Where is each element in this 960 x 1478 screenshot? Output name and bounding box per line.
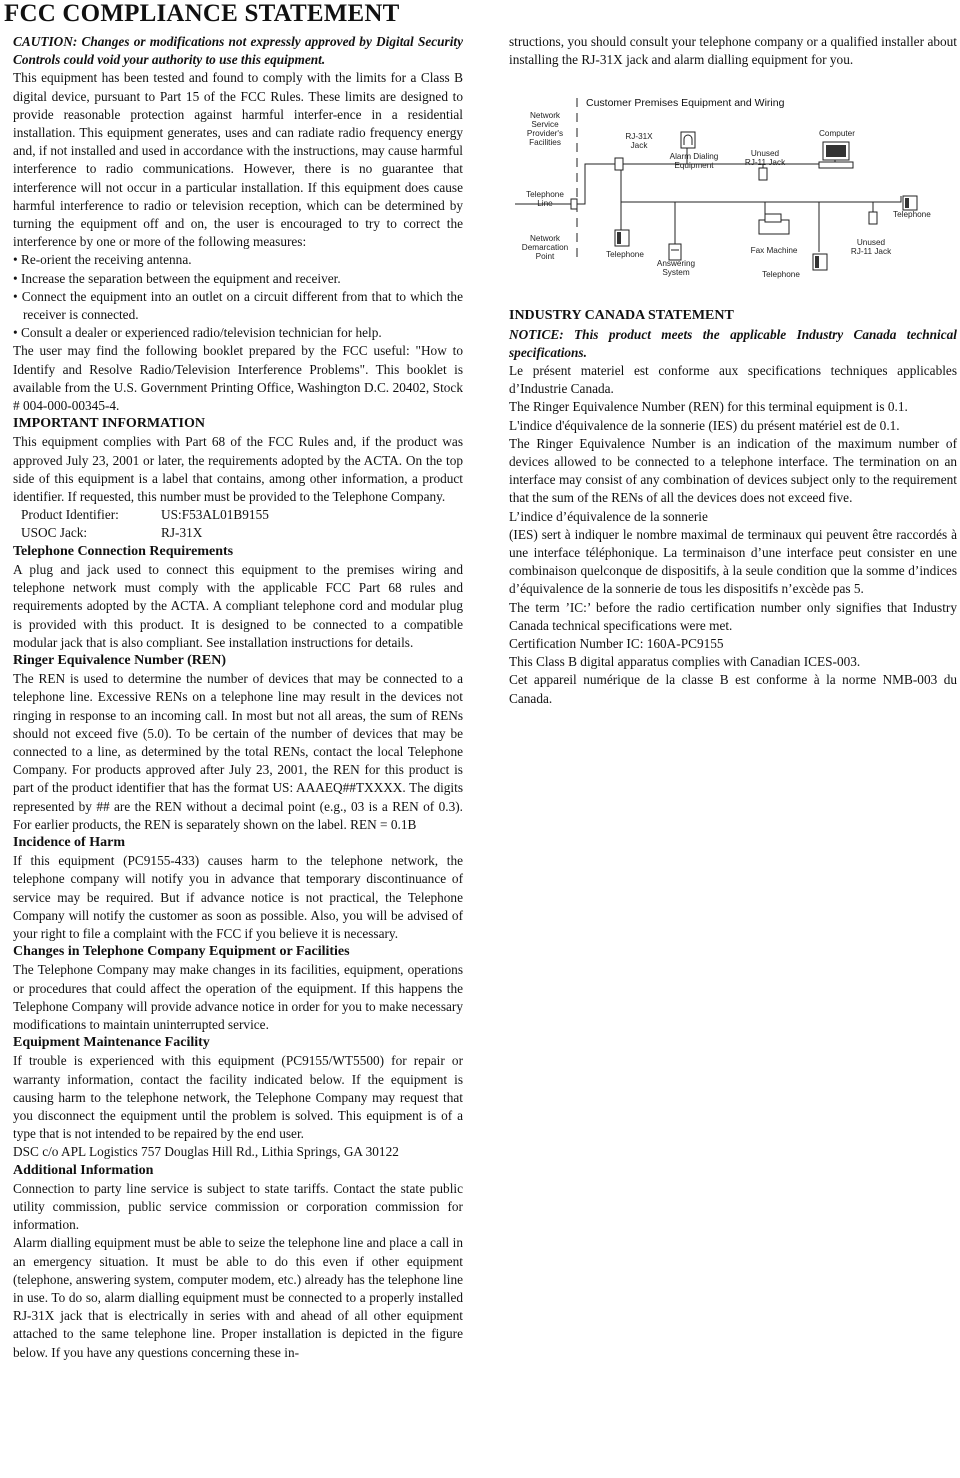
address-line: DSC c/o APL Logistics 757 Douglas Hill Rd., Lithia Springs, GA 30122 — [13, 1144, 399, 1160]
computer-screen — [826, 145, 846, 157]
notice-text: NOTICE: This product meets the applicable Industry Canada technical specifications. — [509, 326, 957, 360]
heading-industry-canada: INDUSTRY CANADA STATEMENT — [509, 308, 734, 324]
ies-explanation: (IES) sert à indiquer le nombre maximal de terminaux qui peuvent être raccordés à une interface téléphonique. La terminaison d’une interface peut consister en une combinaison quelconque de dispositifs, à la seule condition que la somme d’indices d’équivalence de la sonnerie de tous les dispositifs n’excède pas 5. — [509, 526, 957, 597]
ren-explanation: The Ringer Equivalence Number is an indication of the maximum number of devices allowed to be connected to a telephone interface. The termination on an interface may consist of any combination of devices subject only to the requirement that the sum of the RENs of all the devices does not exceed five. — [509, 435, 957, 506]
ies-title: L’indice d’équivalence de la sonnerie — [509, 508, 708, 524]
left-column — [13, 33, 463, 1362]
wire-to-fax — [675, 202, 765, 220]
answering-system-icon — [669, 244, 681, 260]
network-facilities-label-1: Network — [529, 111, 561, 120]
demarcation-box — [571, 199, 577, 209]
telephone-line-label-2: Line — [537, 199, 553, 208]
wiring-diagram-svg — [509, 92, 959, 292]
wire-to-unused-jack-2 — [819, 202, 873, 212]
answering-label-2: System — [662, 268, 690, 277]
bullet-item: • Increase the separation between the equipment and receiver. — [13, 270, 341, 286]
heading-important-information: IMPORTANT INFORMATION — [13, 416, 206, 432]
unused-jack-1-label-1: Unused — [750, 149, 780, 158]
unused-jack-1-icon — [759, 168, 767, 180]
heading-incidence-of-harm: Incidence of Harm — [13, 834, 125, 850]
heading-additional-information: Additional Information — [13, 1162, 154, 1178]
wire-to-telephone-3 — [873, 196, 901, 202]
usoc-jack-row — [13, 524, 463, 542]
wire-rj31x-telephone — [599, 164, 621, 230]
certification-number: Certification Number IC: 160A-PC9155 — [509, 636, 724, 652]
product-identifier-label: Product Identifier: — [21, 507, 119, 523]
usoc-jack-label: USOC Jack: — [21, 525, 88, 541]
unused-jack-1-label-2: RJ-11 Jack — [744, 158, 786, 167]
ren-paragraph: The REN is used to determine the number of devices that may be connected to a telephone line. Excessive RENs on a telephone line may result in the devices not ringing in response to an incoming call. In most but not all areas, the sum of RENs should not exceed five (5.0). To be certain of the number of devices that may be connected to a line, as determined by the total RENs, contact the local Telephone Company. For products approved after July 23, 2001, the REN for this product is part of the product identifier that has the format US: AAAEQ##TXXXX. The digits represented by ## are the REN without a decimal point (e.g., 03 is a REN of 0.3). For earlier products, the REN is separately shown on the label. REN = 0.1B — [13, 671, 463, 832]
party-line-paragraph: Connection to party line service is subject to state tariffs. Contact the state public utility commission, public service commission or corporation commission for information. — [13, 1180, 463, 1233]
fcc-part15-paragraph: This equipment has been tested and found to comply with the limits for a Class B digital device, pursuant to Part 15 of the FCC Rules. These limits are designed to provide reasonable protection against harmful interfer-ence in a residential installation. This equipment generates, uses and can radiate radio frequency energy and, if not installed and used in accordance with the instructions, may cause harmful interference to radio communications. However, there is no guarantee that interference will not occur in a particular installation. If this equipment does cause harmful interference to radio or television reception, which can be determined by turning the equipment off and on, the user is encouraged to try to correct the interference by one or more of the following measures: — [13, 70, 463, 250]
alarm-label-2: Equipment — [674, 161, 714, 170]
diagram-title: Customer Premises Equipment and Wiring — [586, 97, 785, 109]
telephone-label-right: Telephone — [893, 210, 931, 219]
heading-changes: Changes in Telephone Company Equipment or Facilities — [13, 944, 350, 960]
bullet-item: • Consult a dealer or experienced radio/television technician for help. — [13, 325, 382, 341]
network-facilities-label-3: Provider's — [526, 129, 564, 138]
connection-paragraph: A plug and jack used to connect this equipment to the premises wiring and telephone network must comply with the applicable FCC Part 68 rules and requirements adopted by the ACTA. A compliant telephone cord and modular plug is provided with this product. It is designed to be connected to a compatible modular jack that is also compliant. See installation instructions for details. — [13, 561, 463, 650]
page-title: FCC COMPLIANCE STATEMENT — [4, 0, 400, 27]
heading-maintenance: Equipment Maintenance Facility — [13, 1035, 210, 1051]
harm-paragraph: If this equipment (PC9155-433) causes harm to the telephone network, the telephone company will notify you in advance that temporary discontinuance of service may be required. But if advance notice is not practical, the Telephone Company will notify the customer as soon as possible. Also, you will be advised of your right to file a complaint with the FCC if you believe it is necessary. — [13, 853, 463, 941]
ices-statement: This Class B digital apparatus complies with Canadian ICES-003. — [509, 654, 861, 670]
network-facilities-label-2: Service — [531, 120, 559, 129]
heading-ren: Ringer Equivalence Number (REN) — [13, 652, 226, 668]
telephone-line-label-1: Telephone — [526, 190, 564, 199]
telephone-right-handset — [905, 198, 909, 208]
heading-telephone-connection: Telephone Connection Requirements — [13, 543, 234, 559]
alarm-dialer-icon — [681, 132, 695, 148]
fax-label: Fax Machine — [750, 246, 798, 255]
ic-term-paragraph: The term ’IC:’ before the radio certification number only signifies that Industry Canada technical specifications were met. — [509, 599, 957, 633]
bullet-item: • Re-orient the receiving antenna. — [13, 252, 192, 268]
product-identifier-value: US:F53AL01B9155 — [161, 507, 269, 523]
unused-jack-2-icon — [869, 212, 877, 224]
product-identifier-row — [13, 506, 463, 524]
telephone-middle-handset — [815, 256, 819, 268]
telephone-label-middle: Telephone — [762, 270, 800, 279]
rj31x-jack-icon — [615, 158, 623, 170]
network-facilities-label-4: Facilities — [529, 138, 561, 147]
ren-statement-french: L'indice d'équivalence de la sonnerie (IES) du présent matériel est de 0.1. — [509, 417, 900, 433]
rj31x-label-2: Jack — [630, 141, 648, 150]
answering-label-1: Answering — [656, 259, 696, 268]
alarm-label-1: Alarm Dialing — [669, 152, 719, 161]
usoc-jack-value: RJ-31X — [161, 525, 203, 541]
maintenance-paragraph: If trouble is experienced with this equipment (PC9155/WT5500) for repair or warranty information, contact the facility indicated below. If the equipment is causing harm to the telephone network, the Telephone Company may request that you disconnect the equipment until the problem is solved. This equipment is of a type that is not intended to be repaired by the end user. — [13, 1053, 463, 1142]
wiring-diagram — [509, 92, 959, 292]
ren-statement: The Ringer Equivalence Number (REN) for this terminal equipment is 0.1. — [509, 399, 908, 415]
nmb-statement: Cet appareil numérique de la classe B est conforme à la norme NMB-003 du Canada. — [509, 672, 957, 706]
booklet-paragraph: The user may find the following booklet prepared by the FCC useful: "How to Identify and Resolve Radio/Television Interference Problems". This booklet is available from the U.S. Government Printing Office, Washington D.C. 20402, Stock # 004-000-00345-4. — [13, 343, 463, 414]
computer-label: Computer — [819, 129, 855, 138]
demarcation-label-1: Network — [529, 234, 561, 243]
unused-jack-2-label-2: RJ-11 Jack — [850, 247, 892, 256]
demarcation-label-3: Point — [535, 252, 555, 261]
telephone-label: Telephone — [606, 250, 644, 259]
rj31x-label-1: RJ-31X — [625, 132, 653, 141]
fax-paper — [765, 214, 781, 222]
part68-paragraph: This equipment complies with Part 68 of the FCC Rules and, if the product was approved July 23, 2001 or later, the requirements adopted by the ACTA. On the top side of this equipment is a label that contains, among other information, a product identifier. If requested, this number must be provided to the Telephone Company. — [13, 434, 463, 505]
caution-text: CAUTION: Changes or modifications not expressly approved by Digital Security Controls could void your authority to use this equipment. — [13, 34, 463, 68]
alarm-dialling-paragraph: Alarm dialling equipment must be able to seize the telephone line and place a call in an emergency situation. It must be able to do this even if other equipment (telephone, answering system, computer modem, etc.) already has the telephone line in use. To do so, alarm dialling equipment must be connected to a properly installed RJ-31X jack that is electrically in series with and ahead of all other equipment attached to the same telephone line. Proper installation is depicted in the figure below. If you have any questions concerning these in- — [13, 1235, 463, 1360]
french-conformity: Le présent materiel est conforme aux specifications techniques applicables d’Industrie Canada. — [509, 363, 957, 397]
wire-to-rj31x — [577, 164, 599, 204]
changes-paragraph: The Telephone Company may make changes in its facilities, equipment, operations or procedures that could affect the operation of the equipment. If this happens the Telephone Company will provide advance notice in order for you to make necessary modifications to maintain uninterrupted service. — [13, 962, 463, 1032]
telephone-handset — [617, 232, 621, 244]
unused-jack-2-label-1: Unused — [856, 238, 886, 247]
bullet-item: • Connect the equipment into an outlet on a circuit different from that to which the receiver is connected. — [13, 288, 463, 323]
computer-keyboard-icon — [819, 162, 853, 168]
continued-paragraph: structions, you should consult your telephone company or a qualified installer about installing the RJ-31X jack and alarm dialling equipment for you. — [509, 34, 957, 68]
demarcation-label-2: Demarcation — [521, 243, 569, 252]
